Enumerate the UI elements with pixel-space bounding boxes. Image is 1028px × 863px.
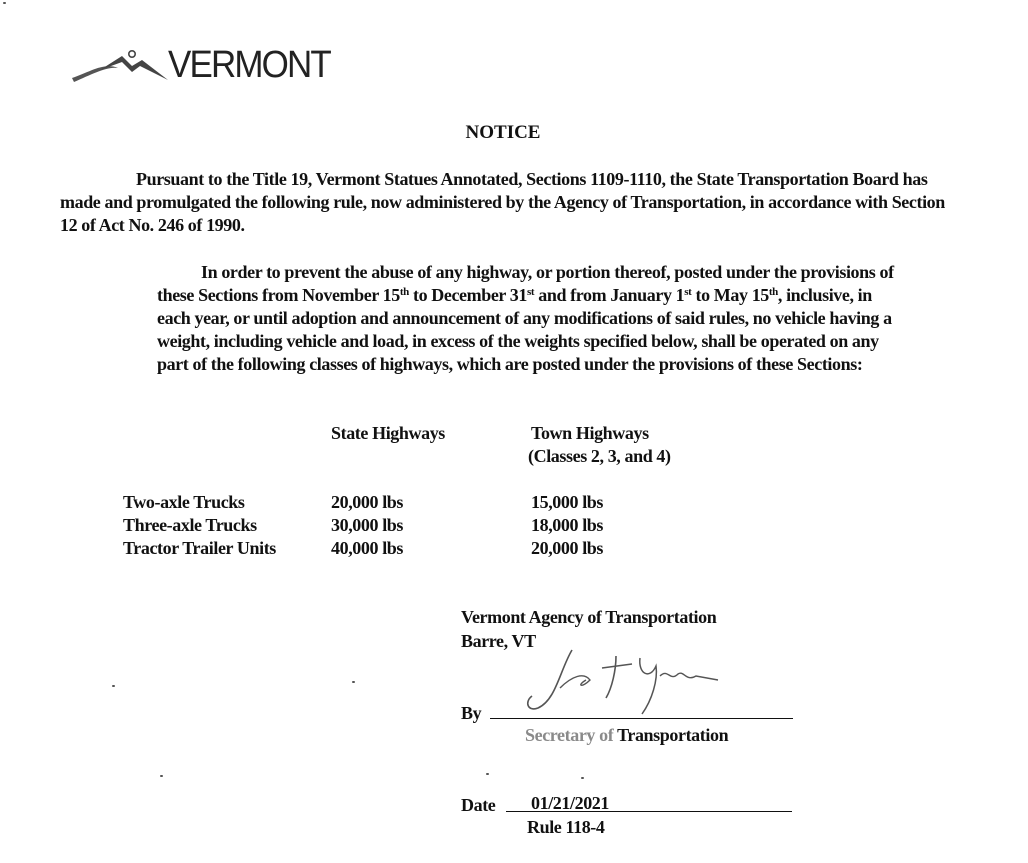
logo-text: VERMONT	[168, 44, 330, 86]
handwritten-signature	[520, 640, 730, 720]
restriction-text-1: In order to prevent the abuse of any highway, or portion thereof, posted under the provisions of these Sections from November 15	[157, 262, 894, 305]
ordinal-sup: th	[399, 286, 409, 298]
agency-location: Barre, VT	[461, 631, 536, 651]
intro-paragraph-text: Pursuant to the Title 19, Vermont Statues Annotated, Sections 1109-1110, the State Transportation Board has made and promulgated the following rule, now administered by the Agency of Transportation, in accordance with Section 12 of Act No. 246 of 1990.	[60, 169, 945, 235]
page-title: NOTICE	[465, 122, 541, 143]
intro-paragraph	[60, 168, 950, 237]
restriction-text-4: to May 15	[691, 285, 769, 305]
header-town-highways: Town Highways	[531, 423, 649, 443]
table-row-town-weight: 20,000 lbs	[531, 538, 604, 558]
by-label: By	[461, 703, 482, 723]
table-row-vehicle: Three-axle Trucks	[123, 515, 257, 535]
header-state-highways: State Highways	[331, 423, 445, 443]
header-town-classes: (Classes 2, 3, and 4)	[528, 446, 671, 466]
restriction-text-5: , inclusive, in each year, or until adoption and announcement of any modifications of said rules, no vehicle having a weight, including vehicle and load, in excess of the weights specified below, shall be operated on any part of the following classes of highways, which are posted under the provisions of these Sections:	[157, 285, 892, 374]
rule-number: Rule 118-4	[527, 817, 605, 837]
table-row-vehicle: Two-axle Trucks	[123, 492, 245, 512]
signer-title	[525, 724, 728, 747]
table-row-town-weight: 15,000 lbs	[531, 492, 604, 512]
table-row-vehicle: Tractor Trailer Units	[123, 538, 276, 558]
table-row-state-weight: 40,000 lbs	[331, 538, 404, 558]
scan-speck	[160, 775, 163, 777]
mountain-swoosh-icon	[70, 44, 170, 84]
signer-title-faded: Secretary of	[525, 725, 614, 745]
ordinal-sup: st	[684, 286, 692, 298]
scan-speck	[581, 777, 584, 779]
agency-name: Vermont Agency of Transportation	[461, 607, 717, 627]
vermont-logo	[70, 36, 344, 84]
scan-speck	[3, 2, 6, 4]
scan-speck	[112, 685, 115, 687]
table-row-state-weight: 20,000 lbs	[331, 492, 404, 512]
restriction-text-2: to December 31	[408, 285, 527, 305]
restriction-paragraph	[157, 261, 897, 376]
table-row-state-weight: 30,000 lbs	[331, 515, 404, 535]
signer-title-main: Transportation	[613, 725, 729, 745]
ordinal-sup: th	[768, 286, 778, 298]
restriction-text-3: and from January 1	[534, 285, 685, 305]
table-row-town-weight: 18,000 lbs	[531, 515, 604, 535]
date-line	[506, 811, 792, 812]
signature-line	[490, 718, 793, 719]
scan-speck	[486, 773, 489, 775]
date-value: 01/21/2021	[531, 793, 610, 813]
date-label: Date	[461, 795, 496, 815]
ordinal-sup: st	[527, 286, 535, 298]
scan-speck	[352, 681, 355, 683]
